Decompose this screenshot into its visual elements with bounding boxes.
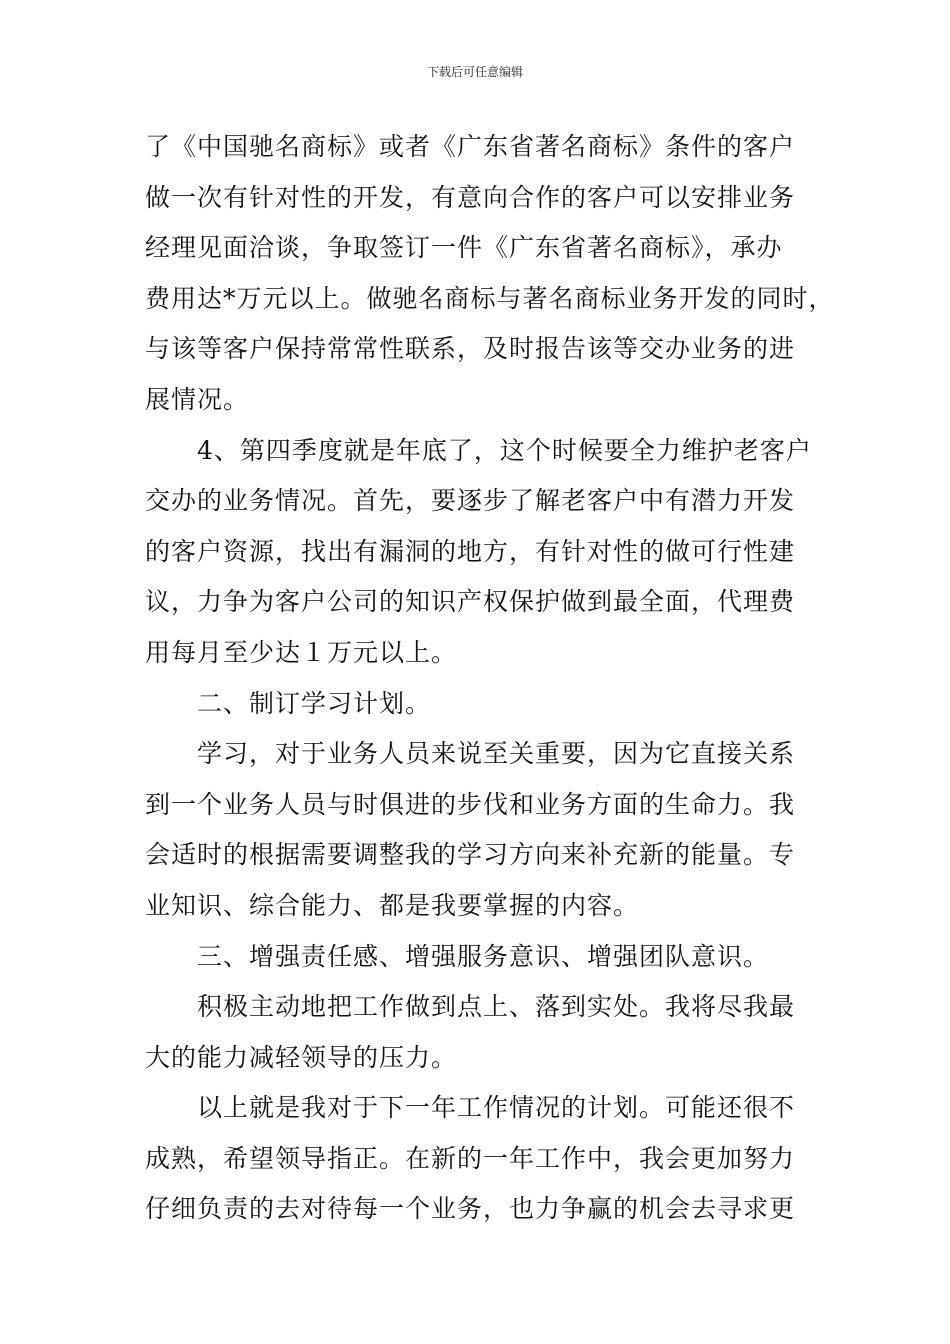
text-line: 经理见面洽谈，争取签订一件《广东省著名商标》，承办 (145, 233, 783, 263)
text-line: 议，力争为客户公司的知识产权保护做到最全面，代理费 (145, 587, 796, 617)
text-line: 以上就是我对于下一年工作情况的计划。可能还很不 (197, 1093, 796, 1123)
text-line: 二、制订学习计划。 (197, 688, 432, 718)
text-line: 到一个业务人员与时俱进的步伐和业务方面的生命力。我 (145, 789, 796, 819)
text-line: 大的能力减轻领导的压力。 (145, 1042, 458, 1072)
text-line: 做一次有针对性的开发，有意向合作的客户可以安排业务 (145, 182, 796, 212)
text-line: 三、增强责任感、增强服务意识、增强团队意识。 (197, 941, 770, 971)
text-line: 与该等客户保持常常性联系，及时报告该等交办业务的进 (145, 334, 796, 364)
page-header: 下载后可任意编辑 (426, 65, 523, 79)
text-line: 业知识、综合能力、都是我要掌握的内容。 (145, 890, 640, 920)
document-body (145, 127, 835, 1240)
text-line: 用每月至少达１万元以上。 (145, 637, 458, 667)
text-line: 费用达*万元以上。做驰名商标与著名商标业务开发的同时， (145, 283, 835, 313)
text-line: 的客户资源，找出有漏洞的地方，有针对性的做可行性建 (145, 536, 796, 566)
text-line: 交办的业务情况。首先，要逐步了解老客户中有潜力开发 (145, 486, 796, 516)
text-line: 仔细负责的去对待每一个业务，也力争赢的机会去寻求更 (145, 1194, 796, 1224)
text-line: 成熟，希望领导指正。在新的一年工作中，我会更加努力 (145, 1143, 796, 1173)
text-line: 展情况。 (145, 384, 250, 414)
text-line: 积极主动地把工作做到点上、落到实处。我将尽我最 (197, 992, 796, 1022)
text-line: 学习，对于业务人员来说至关重要，因为它直接关系 (197, 739, 796, 769)
text-line: 会适时的根据需要调整我的学习方向来补充新的能量。专 (145, 840, 796, 870)
text-line: 了《中国驰名商标》或者《广东省著名商标》条件的客户 (145, 132, 796, 161)
text-line: 4、第四季度就是年底了，这个时候要全力维护老客户 (197, 435, 812, 465)
